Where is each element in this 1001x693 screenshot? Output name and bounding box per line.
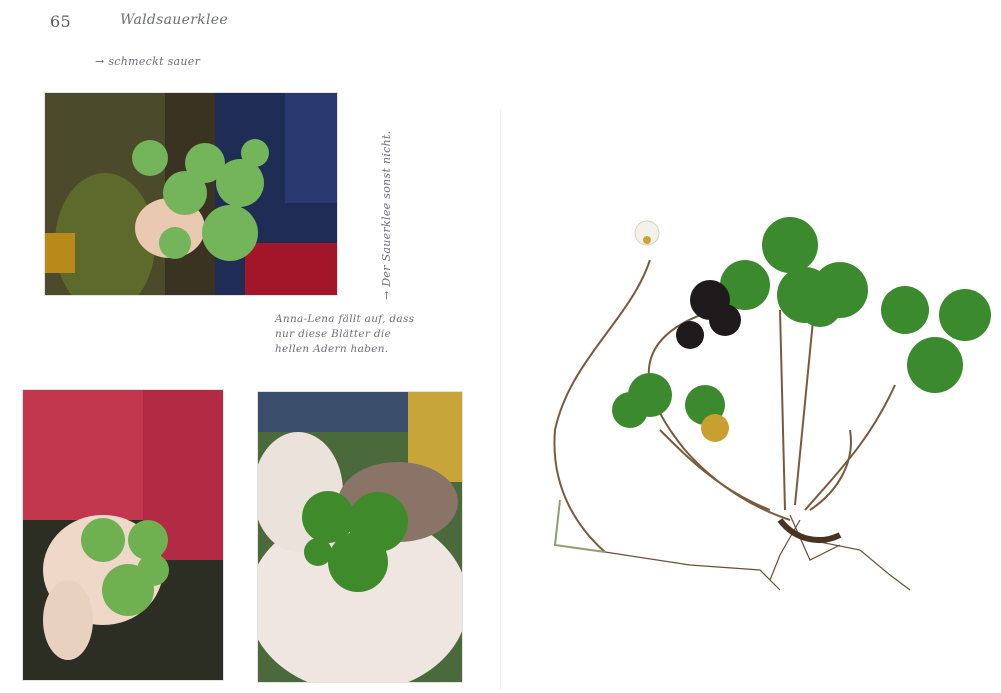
note-vertical: → Der Sauerklee sonst nicht. (380, 130, 393, 300)
photo-clover-red-sleeve-image (23, 390, 223, 680)
pressed-plant-specimen (510, 200, 1000, 620)
photo-clover-veined (258, 392, 462, 682)
note-block-line: Anna-Lena fällt auf, dass (275, 313, 415, 325)
note-sour: → schmeckt sauer (95, 55, 201, 68)
note-block (275, 312, 414, 357)
page-number: 65 (50, 12, 71, 31)
note-block-line: hellen Adern haben. (275, 343, 389, 355)
photo-clover-forest (45, 93, 337, 295)
photo-clover-red-sleeve (23, 390, 223, 680)
page-heading: Waldsauerklee (120, 12, 228, 28)
photo-clover-forest-image (45, 93, 337, 295)
note-block-line: nur diese Blätter die (275, 328, 392, 340)
photo-clover-veined-image (258, 392, 462, 682)
page-divider (500, 110, 501, 690)
